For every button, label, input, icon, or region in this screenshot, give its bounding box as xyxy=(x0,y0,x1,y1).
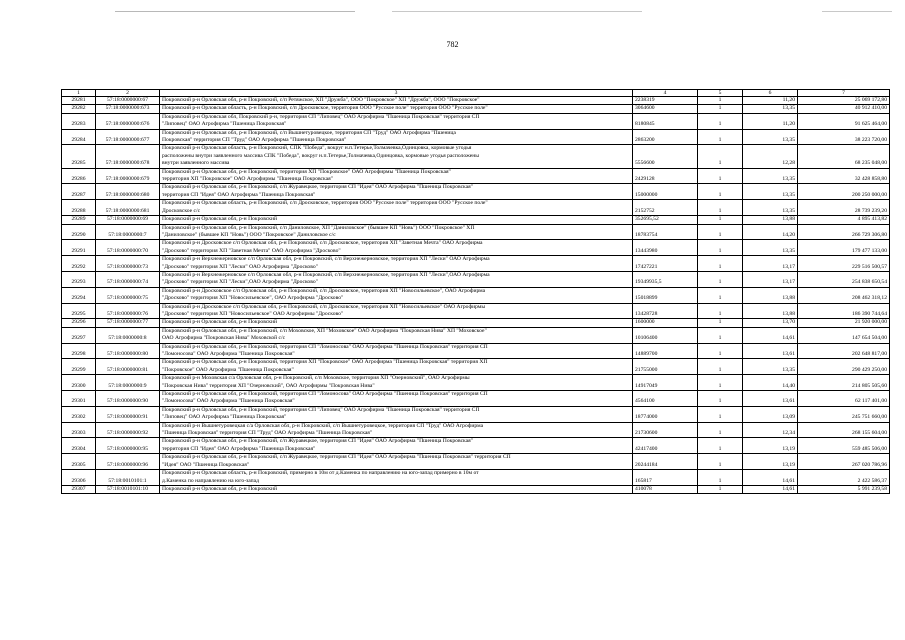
cadastral-number-cell: 57:18:0000000:77 xyxy=(96,319,160,327)
count-cell: 1 xyxy=(698,200,743,216)
column-header: 1 xyxy=(62,90,96,97)
table-row xyxy=(62,391,890,407)
cadastral-number-cell: 57:18:0000000:92 xyxy=(96,422,160,438)
rate-cell: 13,17 xyxy=(743,271,798,287)
row-number-cell: 29297 xyxy=(62,327,96,343)
area-cell: 13443980 xyxy=(633,240,698,256)
rate-cell: 13,35 xyxy=(743,184,798,200)
row-number-cell: 29305 xyxy=(62,454,96,470)
row-number-cell: 29289 xyxy=(62,216,96,224)
area-cell: 2863200 xyxy=(633,129,698,145)
address-line: "Дросково" территория ХП "Новосильевское" ОАО Агрофирмы "Дросково" xyxy=(162,310,344,317)
area-cell: 15018899 xyxy=(633,287,698,303)
rate-cell: 13,35 xyxy=(743,105,798,113)
table-row xyxy=(62,470,890,486)
address-line: д.Каменка по направлению на юго-запад xyxy=(162,477,259,484)
address-line: Покровский р-н Орловская обл, р-н Покровский, территория СП "Ломоносова" ОАО Агрофирма "Пшеница Покровская" территория СП xyxy=(162,391,488,398)
cadastral-value-cell: 268 155 604,00 xyxy=(798,422,890,438)
count-cell: 1 xyxy=(698,438,743,454)
count-cell: 1 xyxy=(698,359,743,375)
table-row xyxy=(62,287,890,303)
table-row xyxy=(62,327,890,343)
area-cell: 2429128 xyxy=(633,168,698,184)
scan-artifact-line xyxy=(392,11,642,12)
cadastral-value-cell: 2 422 586,37 xyxy=(798,470,890,486)
row-number-cell: 29301 xyxy=(62,391,96,407)
count-cell: 1 xyxy=(698,271,743,287)
address-cell xyxy=(160,327,633,343)
address-line: Покровский р-н Орловская область, р-н Покровский, примерно в 10м от д.Каменка по направлению на юго-запад примерно в 10м от xyxy=(162,470,479,477)
row-number-cell: 29287 xyxy=(62,184,96,200)
table-row xyxy=(62,271,890,287)
table-row xyxy=(62,485,890,493)
area-cell: 3064600 xyxy=(633,105,698,113)
area-cell: 1600000 xyxy=(633,319,698,327)
cadastral-value-cell: 245 751 660,00 xyxy=(798,406,890,422)
address-cell xyxy=(160,303,633,319)
row-number-cell: 29300 xyxy=(62,375,96,391)
cadastral-value-cell: 5 991 239,58 xyxy=(798,485,890,493)
scan-artifact-line xyxy=(822,11,892,12)
table-body xyxy=(62,97,890,494)
cadastral-number-cell: 57:18:0000000:673 xyxy=(96,105,160,113)
table-row xyxy=(62,438,890,454)
cadastral-value-cell: 28 739 239,20 xyxy=(798,200,890,216)
address-cell xyxy=(160,97,633,105)
area-cell: 18774000 xyxy=(633,406,698,422)
row-number-cell: 29293 xyxy=(62,271,96,287)
column-header: 2 xyxy=(96,90,160,97)
count-cell: 1 xyxy=(698,454,743,470)
address-cell xyxy=(160,454,633,470)
area-cell: 4564100 xyxy=(633,391,698,407)
address-line: Покровский р-н Орловская обл, р-н Покровский, с/п Моховское, ХП "Моховское" ОАО Агрофирма "Покровская Нива" ХП "Моховское" xyxy=(162,327,487,334)
cadastral-number-cell: 57:18:0010101:10 xyxy=(96,485,160,493)
rate-cell: 13,35 xyxy=(743,129,798,145)
row-number-cell: 29284 xyxy=(62,129,96,145)
table-row xyxy=(62,184,890,200)
rate-cell: 13,61 xyxy=(743,343,798,359)
area-cell: 5556600 xyxy=(633,145,698,168)
address-line: расположены внутри заявленного массива СПК "Победа", вокруг н.п.Тетерье,Толмачевка,Одинцовка, кормовые угодья расположены xyxy=(162,152,480,159)
rate-cell: 12,34 xyxy=(743,422,798,438)
address-line: "Дросково" территория ХП "Заветная Мечта" ОАО Агрофирма "Дросково" xyxy=(162,247,341,254)
count-cell: 1 xyxy=(698,184,743,200)
address-cell xyxy=(160,343,633,359)
address-cell xyxy=(160,184,633,200)
address-line: территория СП "Идея" ОАО Агрофирма "Пшеница Покровская" xyxy=(162,191,316,198)
address-cell xyxy=(160,105,633,113)
rate-cell: 13,88 xyxy=(743,216,798,224)
count-cell: 1 xyxy=(698,391,743,407)
cadastral-number-cell: 57:18:0000000:69 xyxy=(96,216,160,224)
area-cell: 14889700 xyxy=(633,343,698,359)
count-cell: 1 xyxy=(698,240,743,256)
cadastral-registry-table xyxy=(61,89,890,494)
table-row xyxy=(62,240,890,256)
row-number-cell: 29299 xyxy=(62,359,96,375)
row-number-cell: 29296 xyxy=(62,319,96,327)
address-cell xyxy=(160,113,633,129)
address-line: Покровский р-н Дросковское с/п Орловская обл, р-н Покровский, с/п Дросковское, территория ХП "Заветная Мечта" ОАО Агрофирма xyxy=(162,240,483,247)
cadastral-value-cell: 266 729 306,80 xyxy=(798,224,890,240)
rate-cell: 14,61 xyxy=(743,327,798,343)
address-line: "Липовец" ОАО Агрофирма "Пшеница Покровская" xyxy=(162,121,287,128)
cadastral-number-cell: 57:18:0000000:90 xyxy=(96,391,160,407)
cadastral-value-cell: 21 920 000,00 xyxy=(798,319,890,327)
count-cell: 1 xyxy=(698,145,743,168)
address-cell xyxy=(160,216,633,224)
table-row xyxy=(62,256,890,272)
cadastral-number-cell: 57:18:0000000:80 xyxy=(96,343,160,359)
address-line: "Ломоносова" ОАО Агрофирма "Пшеница Покровская" xyxy=(162,351,295,357)
rate-cell: 13,35 xyxy=(743,359,798,375)
column-header: 7 xyxy=(798,90,890,97)
address-cell xyxy=(160,319,633,327)
cadastral-number-cell: 57:18:0000000:681 xyxy=(96,200,160,216)
cadastral-number-cell: 57:18:0010101:1 xyxy=(96,470,160,486)
rate-cell: 14,61 xyxy=(743,470,798,486)
count-cell: 1 xyxy=(698,303,743,319)
rate-cell: 14,20 xyxy=(743,224,798,240)
address-line: Покровский р-н Вышнетуровецкая с/а Орловская обл, р-н Покровский, с/п Вышнетуровецкое, территория СП "Труд" ОАО Агрофирма xyxy=(162,422,484,429)
address-line: Покровский р-н Орловская обл, р-н Покровский, с/п Вышнетуровецкое, территория СП "Труд" ОАО Агрофирма "Пшеница xyxy=(162,129,456,136)
address-line: Дросковское с/с xyxy=(162,207,201,214)
count-cell: 1 xyxy=(698,375,743,391)
column-header: 6 xyxy=(743,90,798,97)
cadastral-number-cell: 57:18:0000000:76 xyxy=(96,303,160,319)
table-row xyxy=(62,129,890,145)
count-cell: 1 xyxy=(698,422,743,438)
table-row xyxy=(62,319,890,327)
address-line: Покровский р-н Орловская обл, р-н Покровский xyxy=(162,216,278,223)
page-number: 782 xyxy=(446,40,459,49)
table-row xyxy=(62,97,890,105)
address-line: "Пшеница Покровская" территория СП "Труд" ОАО Агрофирма "Пшеница Покровская" xyxy=(162,430,373,437)
rate-cell: 13,88 xyxy=(743,287,798,303)
scan-artifact-line xyxy=(115,11,355,12)
cadastral-value-cell: 25 069 172,80 xyxy=(798,97,890,105)
address-line: территория ХП "Покровское" ОАО Агрофирмы "Пшеница Покровская" xyxy=(162,176,334,183)
address-line: "Покровская Нива" территория ХП "Озерновский", ОАО Агрофирмы "Покровская Нива" xyxy=(162,382,375,389)
table-row xyxy=(62,224,890,240)
table-row xyxy=(62,113,890,129)
table-row xyxy=(62,375,890,391)
cadastral-number-cell: 57:18:0000000:81 xyxy=(96,359,160,375)
address-line: "Дросково" территория ХП "Новосильевское", ОАО Агрофирма "Дросково" xyxy=(162,295,344,302)
count-cell: 1 xyxy=(698,406,743,422)
row-number-cell: 29292 xyxy=(62,256,96,272)
column-header: 5 xyxy=(698,90,743,97)
address-cell xyxy=(160,200,633,216)
table-row xyxy=(62,343,890,359)
address-line: Покровский р-н Орловская обл, Покровский р-н, территория СП "Липовец" ОАО Агрофирма "Пшеница Покровская" территория СП xyxy=(162,113,480,120)
address-cell xyxy=(160,359,633,375)
rate-cell: 14,40 xyxy=(743,375,798,391)
address-line: Покровский р-н Орловская обл, р-н Покровский, территория СП "Ломоносова" ОАО Агрофирма "Пшеница Покровская" территория СП xyxy=(162,343,488,350)
address-line: "Липовец" ОАО Агрофирма "Пшеница Покровская" xyxy=(162,414,287,421)
address-line: территория СП "Идея" ОАО Агрофирма "Пшеница Покровская" xyxy=(162,445,316,452)
row-number-cell: 29294 xyxy=(62,287,96,303)
cadastral-value-cell: 38 223 720,00 xyxy=(798,129,890,145)
table-row xyxy=(62,359,890,375)
row-number-cell: 29283 xyxy=(62,113,96,129)
address-cell xyxy=(160,485,633,493)
row-number-cell: 29285 xyxy=(62,145,96,168)
row-number-cell: 29306 xyxy=(62,470,96,486)
cadastral-number-cell: 57:18:0000000:73 xyxy=(96,256,160,272)
row-number-cell: 29295 xyxy=(62,303,96,319)
address-cell xyxy=(160,145,633,168)
address-line: Покровский р-н Верхнежерновское с/п Орловская обл, р-н Покровский, с/п Верхнежерновское, территория ХП "Лески",ОАО Агрофирма xyxy=(162,271,490,278)
count-cell: 1 xyxy=(698,256,743,272)
address-line: Покровский р-н Орловская обл, р-н Покровский, территория СП "Липовец" ОАО Агрофирма "Пшеница Покровская" территория СП xyxy=(162,406,480,413)
row-number-cell: 29291 xyxy=(62,240,96,256)
cadastral-value-cell: 186 390 744,64 xyxy=(798,303,890,319)
row-number-cell: 29303 xyxy=(62,422,96,438)
count-cell: 1 xyxy=(698,327,743,343)
table-row xyxy=(62,422,890,438)
cadastral-value-cell: 208 462 318,12 xyxy=(798,287,890,303)
address-line: Покровский р-н Моховская с/а Орловская обл, р-н Покровский, с/п Моховское, территория ХП "Озерновский", ОАО Агрофирмы xyxy=(162,375,470,382)
address-cell xyxy=(160,129,633,145)
address-cell xyxy=(160,375,633,391)
row-number-cell: 29307 xyxy=(62,485,96,493)
address-line: Покровский р-н Орловская обл, р-н Покровский, территория ХП "Покровское" ОАО Агрофирма "Пшеница Покровская" территория ХП xyxy=(162,359,488,366)
column-header: 4 xyxy=(633,90,698,97)
address-line: ОАО Агрофирма "Покровская Нива" Моховской с/с xyxy=(162,335,286,342)
address-line: Покровский р-н Верхнежерновское с/п Орловская обл, р-н Покровский, с/п Верхнежерновское, территория ХП "Лески" ОАО Агрофирма xyxy=(162,256,490,263)
address-line: "Ломоносова" ОАО Агрофирма "Пшеница Покровская" xyxy=(162,398,295,405)
cadastral-number-cell: 57:18:0000000:75 xyxy=(96,287,160,303)
rate-cell: 13,19 xyxy=(743,454,798,470)
rate-cell: 13,19 xyxy=(743,438,798,454)
area-cell: 410078 xyxy=(633,485,698,493)
area-cell: 2238319 xyxy=(633,97,698,105)
address-cell xyxy=(160,391,633,407)
address-line: Покровский р-н Орловская область, р-н Покровский, с/п Дросковское, территория ООО "Русское поле" территория ООО "Русское поле" xyxy=(162,200,488,207)
row-number-cell: 29302 xyxy=(62,406,96,422)
cadastral-number-cell: 57:18:0000000:676 xyxy=(96,113,160,129)
address-line: "Дросково" территория ХП "Лески" ОАО Агрофирма "Дросково" xyxy=(162,263,318,270)
area-cell: 21730600 xyxy=(633,422,698,438)
count-cell: 1 xyxy=(698,129,743,145)
address-line: Покровский р-н Орловская обл, р-н Покровский, с/п Даниловское, ХП "Даниловское" (бывшее КП "Новь") ООО "Покровское" ХП xyxy=(162,224,475,231)
address-line: Покровский р-н Орловская область, р-н Покровский, СПК "Победа", вокруг н.п.Тетерье,Толмачевка,Одинцовка, кормовые угодья xyxy=(162,145,472,152)
address-cell xyxy=(160,256,633,272)
address-line: Покровский р-н Орловская обл, р-н Покровский, территория ХП "Покровское" ОАО Агрофирмы "Пшеница Покровская" xyxy=(162,168,451,175)
cadastral-value-cell: 147 654 504,00 xyxy=(798,327,890,343)
rate-cell: 11,20 xyxy=(743,97,798,105)
table-row xyxy=(62,216,890,224)
area-cell: 18783754 xyxy=(633,224,698,240)
address-cell xyxy=(160,470,633,486)
cadastral-value-cell: 267 020 786,96 xyxy=(798,454,890,470)
cadastral-value-cell: 290 429 250,00 xyxy=(798,359,890,375)
address-cell xyxy=(160,168,633,184)
address-line: "Покровское" ОАО Агрофирма "Пшеница Покровская" xyxy=(162,366,294,373)
rate-cell: 11,20 xyxy=(743,113,798,129)
rate-cell: 14,61 xyxy=(743,485,798,493)
cadastral-value-cell: 4 895 413,82 xyxy=(798,216,890,224)
cadastral-number-cell: 57:18:0000000:70 xyxy=(96,240,160,256)
cadastral-value-cell: 179 477 133,00 xyxy=(798,240,890,256)
cadastral-number-cell: 57:18:0000000:678 xyxy=(96,145,160,168)
cadastral-value-cell: 202 648 817,00 xyxy=(798,343,890,359)
count-cell: 1 xyxy=(698,343,743,359)
rate-cell: 13,61 xyxy=(743,391,798,407)
area-cell: 42417400 xyxy=(633,438,698,454)
address-line: внутри заявленного массива xyxy=(162,160,230,167)
cadastral-number-cell: 57:18:0000000:67 xyxy=(96,97,160,105)
rate-cell: 13,35 xyxy=(743,200,798,216)
cadastral-value-cell: 200 250 000,00 xyxy=(798,184,890,200)
table-row xyxy=(62,454,890,470)
address-cell xyxy=(160,224,633,240)
cadastral-value-cell: 62 117 401,00 xyxy=(798,391,890,407)
row-number-cell: 29288 xyxy=(62,200,96,216)
rate-cell: 13,35 xyxy=(743,240,798,256)
cadastral-number-cell: 57:18:0000000:95 xyxy=(96,438,160,454)
rate-cell: 13,17 xyxy=(743,256,798,272)
area-cell: 14917049 xyxy=(633,375,698,391)
cadastral-number-cell: 57:18:0000000:677 xyxy=(96,129,160,145)
table-row xyxy=(62,200,890,216)
area-cell: 8180845 xyxy=(633,113,698,129)
address-cell xyxy=(160,287,633,303)
cadastral-value-cell: 68 235 048,00 xyxy=(798,145,890,168)
area-cell: 165817 xyxy=(633,470,698,486)
table-header-row xyxy=(62,90,890,97)
count-cell: 1 xyxy=(698,97,743,105)
address-cell xyxy=(160,406,633,422)
row-number-cell: 29304 xyxy=(62,438,96,454)
address-line: "Даниловское" (бывшее КП "Новь") ООО "Покровское" Даниловское с/с xyxy=(162,231,336,238)
cadastral-number-cell: 57:18:0000000:8 xyxy=(96,327,160,343)
address-line: "Идея" ОАО "Пшеница Покровская" xyxy=(162,461,250,468)
count-cell: 1 xyxy=(698,319,743,327)
row-number-cell: 29282 xyxy=(62,105,96,113)
cadastral-value-cell: 254 838 650,54 xyxy=(798,271,890,287)
rate-cell: 13,70 xyxy=(743,319,798,327)
area-cell: 13428728 xyxy=(633,303,698,319)
area-cell: 15000000 xyxy=(633,184,698,200)
cadastral-number-cell: 57:18:0000000:7 xyxy=(96,224,160,240)
area-cell: 2152752 xyxy=(633,200,698,216)
column-header: 3 xyxy=(160,90,633,97)
row-number-cell: 29290 xyxy=(62,224,96,240)
count-cell: 1 xyxy=(698,470,743,486)
address-line: Покровский р-н Орловская обл, р-н Покровский, с/п Журавецкое, территория СП "Идея" ОАО Агрофирма "Пшеница Покровская" территория СП xyxy=(162,454,511,461)
table-row xyxy=(62,105,890,113)
rate-cell: 12,28 xyxy=(743,145,798,168)
cadastral-number-cell: 57:18:0000000:74 xyxy=(96,271,160,287)
cadastral-value-cell: 40 912 410,00 xyxy=(798,105,890,113)
rate-cell: 13,88 xyxy=(743,303,798,319)
address-line: "Дросково" территория ХП "Лески",ОАО Агрофирма "Дросково" xyxy=(162,279,318,286)
count-cell: 1 xyxy=(698,168,743,184)
rate-cell: 13,09 xyxy=(743,406,798,422)
count-cell: 1 xyxy=(698,216,743,224)
cadastral-value-cell: 214 805 505,60 xyxy=(798,375,890,391)
table-row xyxy=(62,303,890,319)
area-cell: 10106400 xyxy=(633,327,698,343)
address-line: Покровский р-н Орловская обл, р-н Покровский, с/п Ретяжское, ХП "Дружба", ООО "Покровское" ХП "Дружба", ООО "Покровское" xyxy=(162,97,480,103)
address-cell xyxy=(160,271,633,287)
address-line: Покровская" территория СП "Труд" ОАО Агрофирма "Пшеница Покровская" xyxy=(162,137,347,144)
address-line: Покровский р-н Орловская обл, р-н Покровский xyxy=(162,319,278,326)
row-number-cell: 29298 xyxy=(62,343,96,359)
count-cell: 1 xyxy=(698,224,743,240)
cadastral-value-cell: 91 625 464,00 xyxy=(798,113,890,129)
address-cell xyxy=(160,438,633,454)
address-line: Покровский р-н Дросковское с/п Орловская обл, р-н Покровский, с/п Дросковское, территория ХП "Новосильевское" ОАО Агрофирмы xyxy=(162,303,486,310)
cadastral-number-cell: 57:18:0000000:679 xyxy=(96,168,160,184)
table-row xyxy=(62,406,890,422)
cadastral-number-cell: 57:18:0000000:680 xyxy=(96,184,160,200)
row-number-cell: 29286 xyxy=(62,168,96,184)
area-cell: 352695,52 xyxy=(633,216,698,224)
cadastral-number-cell: 57:18:0000000:96 xyxy=(96,454,160,470)
count-cell: 1 xyxy=(698,105,743,113)
address-line: Покровский р-н Орловская обл, р-н Покровский xyxy=(162,485,278,492)
rate-cell: 13,35 xyxy=(743,168,798,184)
count-cell: 1 xyxy=(698,113,743,129)
address-line: Покровский р-н Дросковское с/п Орловская обл, р-н Покровский, с/п Дросковское, территория ХП "Новосильевское", ОАО Агрофирма xyxy=(162,287,486,294)
count-cell: 1 xyxy=(698,287,743,303)
cadastral-number-cell: 57:18:0000000:91 xyxy=(96,406,160,422)
table-row xyxy=(62,145,890,168)
area-cell: 20244184 xyxy=(633,454,698,470)
count-cell: 1 xyxy=(698,485,743,493)
cadastral-number-cell: 57:18:0000000:9 xyxy=(96,375,160,391)
row-number-cell: 29281 xyxy=(62,97,96,105)
area-cell: 21755000 xyxy=(633,359,698,375)
cadastral-value-cell: 32 428 858,80 xyxy=(798,168,890,184)
cadastral-value-cell: 559 485 506,00 xyxy=(798,438,890,454)
cadastral-value-cell: 229 516 500,57 xyxy=(798,256,890,272)
area-cell: 17427221 xyxy=(633,256,698,272)
address-cell xyxy=(160,422,633,438)
address-line: Покровский р-н Орловская обл, р-н Покровский, с/п Журавецкое, территория СП "Идея" ОАО Агрофирма "Пшеница Покровская" xyxy=(162,184,474,191)
address-line: Покровский р-н Орловская обл, р-н Покровский, с/п Журавецкое, территория СП "Идея" ОАО Агрофирма "Пшеница Покровская" xyxy=(162,438,474,445)
address-line: Покровский р-н Орловская область, р-н Покровский, с/п Дросковское, территория ООО "Русское поле" территория ООО "Русское поле" xyxy=(162,105,488,112)
area-cell: 19349935,5 xyxy=(633,271,698,287)
table-row xyxy=(62,168,890,184)
address-cell xyxy=(160,240,633,256)
